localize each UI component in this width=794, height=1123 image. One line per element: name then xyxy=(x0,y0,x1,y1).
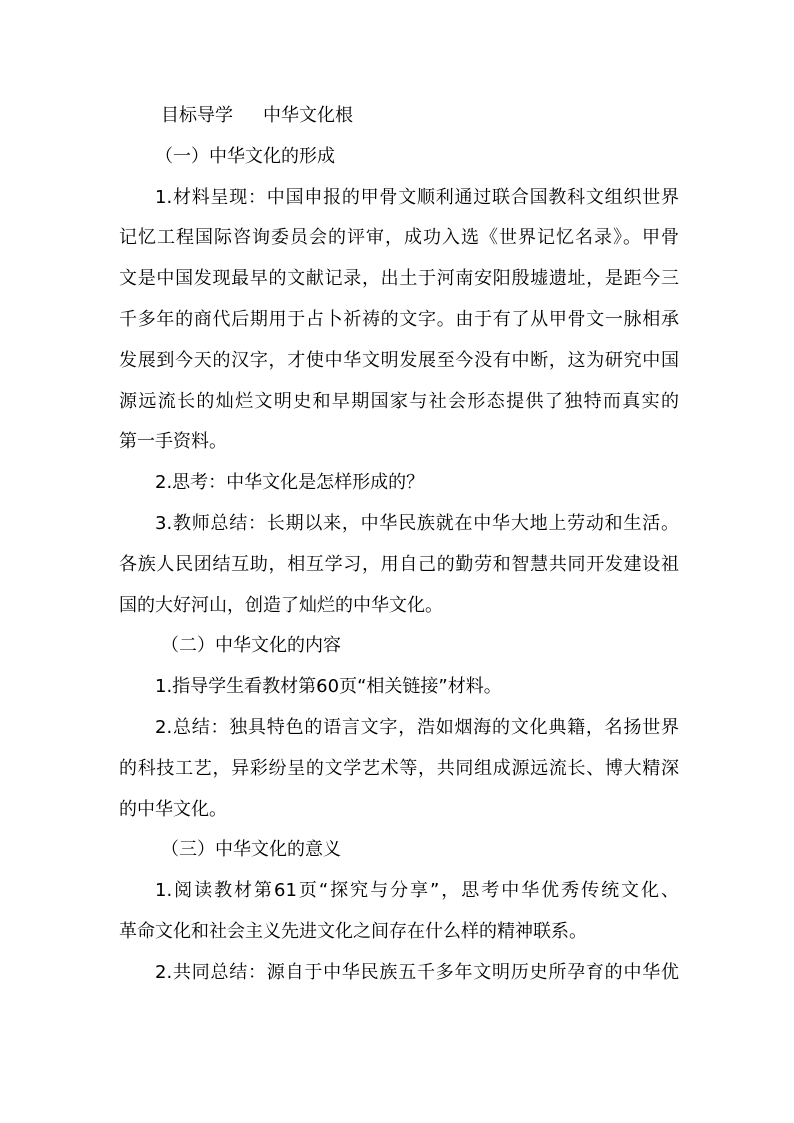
text-line: 源远流长的灿烂文明史和早期国家与社会形态提供了独特而真实的 xyxy=(119,390,679,412)
text-line: 2.共同总结：源自于中华民族五千多年文明历史所孕育的中华优 xyxy=(155,961,679,983)
document-body xyxy=(119,96,679,994)
section-title-label: 目标导学 xyxy=(161,105,233,126)
section-title xyxy=(119,96,679,137)
text-line: （三）中华文化的意义 xyxy=(161,839,341,861)
text-line: 各族人民团结互助，相互学习，用自己的勤劳和智慧共同开发建设祖 xyxy=(119,553,679,575)
text-line: 1.指导学生看教材第60页“相关链接”材料。 xyxy=(155,676,502,698)
text-line: 千多年的商代后期用于占卜祈祷的文字。由于有了从甲骨文一脉相承 xyxy=(119,308,679,330)
text-line: 的中华文化。 xyxy=(119,798,227,820)
text-line: 2.思考：中华文化是怎样形成的？ xyxy=(155,472,425,494)
text-line: 1.阅读教材第61页“探究与分享”，思考中华优秀传统文化、 xyxy=(155,880,679,902)
text-line: 革命文化和社会主义先进文化之间存在什么样的精神联系。 xyxy=(119,920,587,942)
text-line: 3.教师总结：长期以来，中华民族就在中华大地上劳动和生活。 xyxy=(155,512,679,534)
text-line: （一）中华文化的形成 xyxy=(155,145,335,167)
section-title-topic: 中华文化根 xyxy=(263,105,353,126)
text-line: 2.总结：独具特色的语言文字，浩如烟海的文化典籍，名扬世界 xyxy=(155,716,679,738)
text-line: 国的大好河山，创造了灿烂的中华文化。 xyxy=(119,594,443,616)
text-line: 记忆工程国际咨询委员会的评审，成功入选《世界记忆名录》。甲骨 xyxy=(119,227,679,249)
text-line: 第一手资料。 xyxy=(119,431,227,453)
text-line: 文是中国发现最早的文献记录，出土于河南安阳殷墟遗址，是距今三 xyxy=(119,268,679,290)
paragraph-lines xyxy=(119,137,679,994)
text-line: 发展到今天的汉字，才使中华文明发展至今没有中断，这为研究中国 xyxy=(119,349,679,371)
text-line: （二）中华文化的内容 xyxy=(161,635,341,657)
text-line: 的科技工艺，异彩纷呈的文学艺术等，共同组成源远流长、博大精深 xyxy=(119,757,679,779)
text-line: 1.材料呈现：中国申报的甲骨文顺利通过联合国教科文组织世界 xyxy=(155,186,679,208)
